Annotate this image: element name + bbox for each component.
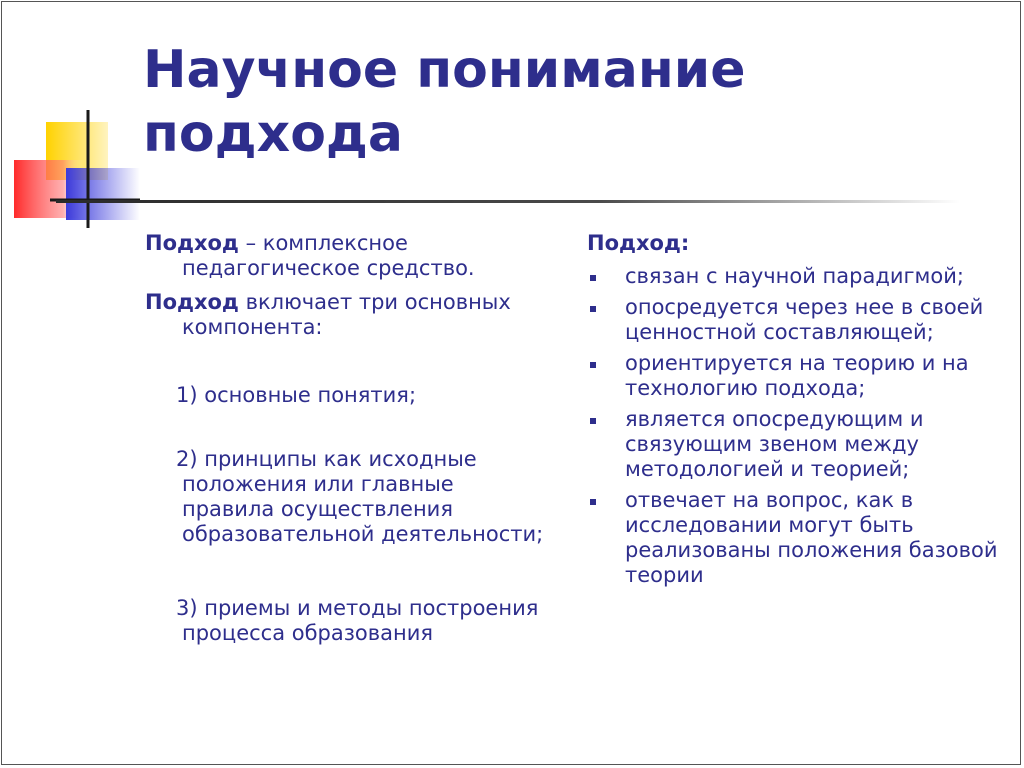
left-column bbox=[145, 231, 545, 646]
title-divider bbox=[56, 200, 960, 203]
list-item bbox=[587, 407, 1007, 482]
list-item-text: ориентируется на теорию и на технологию подхода; bbox=[625, 351, 969, 400]
list-item-text: отвечает на вопрос, как в исследовании могут быть реализованы положения базовой теории bbox=[625, 488, 998, 587]
square-bullet-icon bbox=[590, 362, 596, 368]
component-item-2: 2) принципы как исходные положения или главные правила осуществления образовательной деятельности; bbox=[176, 447, 544, 546]
square-bullet-icon bbox=[590, 418, 596, 424]
page-title bbox=[143, 38, 943, 166]
list-item bbox=[587, 488, 1007, 588]
blue-square bbox=[66, 168, 140, 220]
term-approach-2: Подход bbox=[145, 290, 239, 314]
title-line-1: Научное понимание bbox=[143, 40, 746, 100]
term-approach: Подход bbox=[145, 231, 239, 255]
right-column bbox=[587, 231, 1007, 594]
approach-properties-list bbox=[587, 264, 1007, 588]
list-item bbox=[587, 351, 1007, 401]
title-line-2: подхода bbox=[143, 104, 403, 164]
components-paragraph bbox=[145, 290, 545, 340]
decorative-squares bbox=[0, 0, 160, 240]
square-bullet-icon bbox=[590, 499, 596, 505]
square-bullet-icon bbox=[590, 306, 596, 312]
component-item-3: 3) приемы и методы построения процесса образования bbox=[176, 596, 539, 645]
square-bullet-icon bbox=[590, 275, 596, 281]
list-item bbox=[587, 295, 1007, 345]
components-text: включает три основных компонента: bbox=[182, 290, 511, 339]
list-item-text: опосредуется через нее в своей ценностной составляющей; bbox=[625, 295, 984, 344]
component-item-1: 1) основные понятия; bbox=[176, 383, 417, 407]
definition-text: – комплексное педагогическое средство. bbox=[182, 231, 475, 280]
list-item bbox=[587, 264, 1007, 289]
right-heading: Подход: bbox=[587, 231, 690, 255]
list-item-text: является опосредующим и связующим звеном между методологией и теорией; bbox=[625, 407, 924, 481]
definition-paragraph bbox=[145, 231, 545, 281]
list-item-text: связан с научной парадигмой; bbox=[625, 264, 964, 288]
